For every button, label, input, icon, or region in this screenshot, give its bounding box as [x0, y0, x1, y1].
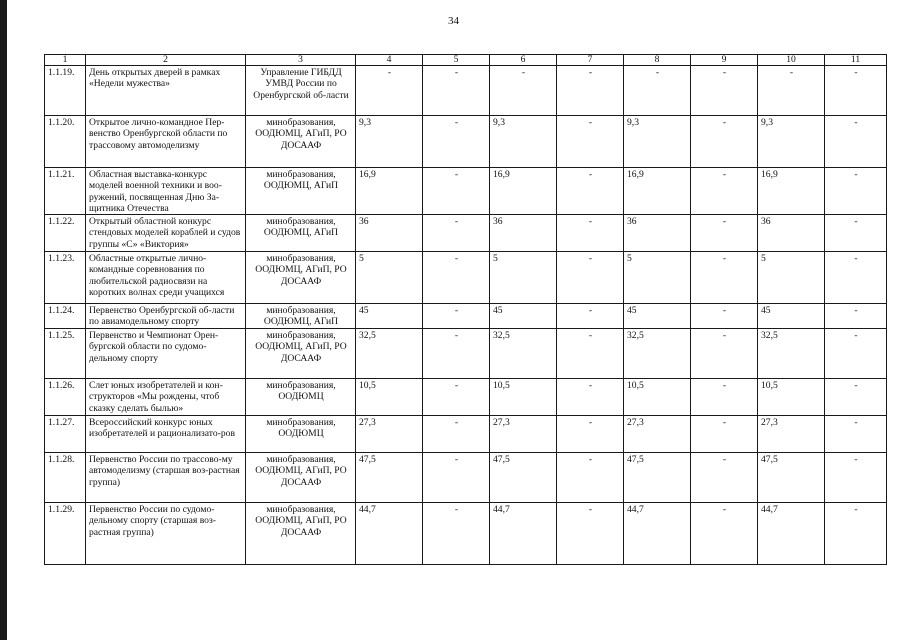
value-cell: 32,5: [624, 329, 691, 379]
program-table: [44, 54, 887, 565]
value-cell: 47,5: [624, 453, 691, 503]
value-cell: 16,9: [758, 168, 825, 215]
value-cell: -: [691, 116, 758, 168]
column-header: 11: [825, 55, 887, 66]
executor-cell: минобразования, ООДЮМЦ, АГиП, РО ДОСААФ: [246, 503, 356, 565]
value-cell: 5: [490, 252, 557, 304]
value-cell: -: [825, 329, 887, 379]
value-cell: -: [557, 453, 624, 503]
value-cell: 45: [624, 304, 691, 329]
value-cell: 9,3: [758, 116, 825, 168]
value-cell: 44,7: [356, 503, 423, 565]
value-cell: 16,9: [490, 168, 557, 215]
value-cell: -: [691, 329, 758, 379]
executor-cell: минобразования, ООДЮМЦ, АГиП, РО ДОСААФ: [246, 453, 356, 503]
value-cell: 5: [624, 252, 691, 304]
value-cell: -: [691, 168, 758, 215]
value-cell: -: [490, 66, 557, 116]
scan-edge-bar: [0, 0, 7, 640]
row-number-cell: 1.1.26.: [45, 379, 86, 416]
event-name-cell: Областные открытые лично-командные соревнования по любительской радиосвязи на коротких волнах среди учащихся: [86, 252, 246, 304]
value-cell: -: [691, 252, 758, 304]
event-name-cell: Открытое лично-командное Пер-венство Оренбургской области по трассовому автомоделизму: [86, 116, 246, 168]
row-number-cell: 1.1.20.: [45, 116, 86, 168]
row-number-cell: 1.1.24.: [45, 304, 86, 329]
value-cell: -: [557, 379, 624, 416]
value-cell: -: [691, 66, 758, 116]
value-cell: 36: [758, 215, 825, 252]
table-row: [45, 116, 887, 168]
value-cell: -: [423, 503, 490, 565]
executor-cell: минобразования, ООДЮМЦ: [246, 379, 356, 416]
value-cell: -: [557, 168, 624, 215]
value-cell: 5: [356, 252, 423, 304]
value-cell: -: [825, 416, 887, 453]
value-cell: -: [691, 215, 758, 252]
value-cell: 10,5: [490, 379, 557, 416]
value-cell: -: [423, 329, 490, 379]
row-number-cell: 1.1.23.: [45, 252, 86, 304]
value-cell: 27,3: [624, 416, 691, 453]
value-cell: -: [691, 304, 758, 329]
column-header: 1: [45, 55, 86, 66]
event-name-cell: День открытых дверей в рамках «Недели мужества»: [86, 66, 246, 116]
value-cell: -: [356, 66, 423, 116]
table-row: [45, 304, 887, 329]
value-cell: 44,7: [490, 503, 557, 565]
value-cell: 9,3: [624, 116, 691, 168]
value-cell: -: [423, 453, 490, 503]
table-row: [45, 453, 887, 503]
value-cell: -: [825, 168, 887, 215]
executor-cell: минобразования, ООДЮМЦ: [246, 416, 356, 453]
value-cell: 47,5: [490, 453, 557, 503]
value-cell: 32,5: [758, 329, 825, 379]
executor-cell: минобразования, ООДЮМЦ, АГиП, РО ДОСААФ: [246, 329, 356, 379]
table-row: [45, 329, 887, 379]
value-cell: -: [557, 215, 624, 252]
column-header: 5: [423, 55, 490, 66]
row-number-cell: 1.1.28.: [45, 453, 86, 503]
value-cell: 36: [356, 215, 423, 252]
value-cell: 27,3: [490, 416, 557, 453]
executor-cell: минобразования, ООДЮМЦ, АГиП, РО ДОСААФ: [246, 116, 356, 168]
value-cell: -: [825, 66, 887, 116]
table-row: [45, 416, 887, 453]
value-cell: 44,7: [624, 503, 691, 565]
event-name-cell: Первенство Оренбургской об-ласти по авиамодельному спорту: [86, 304, 246, 329]
value-cell: -: [423, 416, 490, 453]
row-number-cell: 1.1.29.: [45, 503, 86, 565]
column-header: 10: [758, 55, 825, 66]
row-number-cell: 1.1.22.: [45, 215, 86, 252]
value-cell: -: [557, 304, 624, 329]
row-number-cell: 1.1.25.: [45, 329, 86, 379]
column-header: 7: [557, 55, 624, 66]
table-row: [45, 168, 887, 215]
value-cell: 9,3: [490, 116, 557, 168]
table-row: [45, 215, 887, 252]
value-cell: 10,5: [624, 379, 691, 416]
event-name-cell: Областная выставка-конкурс моделей военной техники и воо-ружений, посвященная Дню За-щитника Отечества: [86, 168, 246, 215]
value-cell: -: [825, 453, 887, 503]
column-header: 3: [246, 55, 356, 66]
table-row: [45, 379, 887, 416]
value-cell: -: [691, 416, 758, 453]
value-cell: -: [624, 66, 691, 116]
value-cell: 47,5: [758, 453, 825, 503]
value-cell: -: [825, 503, 887, 565]
page-number: 34: [448, 15, 459, 27]
executor-cell: Управление ГИБДД УМВД России по Оренбургской об-ласти: [246, 66, 356, 116]
table-row: [45, 66, 887, 116]
executor-cell: минобразования, ООДЮМЦ, АГиП: [246, 215, 356, 252]
column-header: 6: [490, 55, 557, 66]
value-cell: 47,5: [356, 453, 423, 503]
value-cell: 45: [490, 304, 557, 329]
value-cell: -: [691, 453, 758, 503]
value-cell: -: [758, 66, 825, 116]
value-cell: 27,3: [758, 416, 825, 453]
value-cell: 36: [624, 215, 691, 252]
column-header: 9: [691, 55, 758, 66]
value-cell: -: [423, 66, 490, 116]
value-cell: -: [825, 304, 887, 329]
value-cell: 44,7: [758, 503, 825, 565]
value-cell: -: [557, 416, 624, 453]
value-cell: -: [423, 379, 490, 416]
value-cell: -: [557, 116, 624, 168]
executor-cell: минобразования, ООДЮМЦ, АГиП: [246, 304, 356, 329]
value-cell: 45: [356, 304, 423, 329]
table-row: [45, 252, 887, 304]
event-name-cell: Слет юных изобретателей и кон-структоров «Мы рождены, чтоб сказку сделать былью»: [86, 379, 246, 416]
value-cell: 36: [490, 215, 557, 252]
value-cell: 5: [758, 252, 825, 304]
executor-cell: минобразования, ООДЮМЦ, АГиП: [246, 168, 356, 215]
column-number-row: [45, 55, 887, 66]
value-cell: -: [557, 503, 624, 565]
value-cell: -: [825, 116, 887, 168]
event-name-cell: Первенство России по судомо-дельному спорту (старшая воз-растная группа): [86, 503, 246, 565]
value-cell: -: [825, 379, 887, 416]
value-cell: 10,5: [356, 379, 423, 416]
value-cell: -: [557, 252, 624, 304]
value-cell: -: [557, 66, 624, 116]
value-cell: 27,3: [356, 416, 423, 453]
value-cell: -: [691, 379, 758, 416]
value-cell: -: [557, 329, 624, 379]
value-cell: -: [423, 252, 490, 304]
value-cell: -: [691, 503, 758, 565]
value-cell: 16,9: [356, 168, 423, 215]
row-number-cell: 1.1.27.: [45, 416, 86, 453]
value-cell: 16,9: [624, 168, 691, 215]
event-name-cell: Первенство России по трассово-му автомоделизму (старшая воз-растная группа): [86, 453, 246, 503]
value-cell: 32,5: [356, 329, 423, 379]
value-cell: 45: [758, 304, 825, 329]
event-name-cell: Всероссийский конкурс юных изобретателей и рационализато-ров: [86, 416, 246, 453]
value-cell: -: [825, 215, 887, 252]
executor-cell: минобразования, ООДЮМЦ, АГиП, РО ДОСААФ: [246, 252, 356, 304]
row-number-cell: 1.1.21.: [45, 168, 86, 215]
value-cell: -: [423, 116, 490, 168]
row-number-cell: 1.1.19.: [45, 66, 86, 116]
value-cell: -: [423, 215, 490, 252]
event-name-cell: Открытый областной конкурс стендовых моделей кораблей и судов группы «С» «Виктория»: [86, 215, 246, 252]
table-row: [45, 503, 887, 565]
value-cell: -: [423, 304, 490, 329]
value-cell: -: [825, 252, 887, 304]
column-header: 2: [86, 55, 246, 66]
column-header: 8: [624, 55, 691, 66]
event-name-cell: Первенство и Чемпионат Орен-бургской области по судомо-дельному спорту: [86, 329, 246, 379]
value-cell: 9,3: [356, 116, 423, 168]
column-header: 4: [356, 55, 423, 66]
value-cell: -: [423, 168, 490, 215]
value-cell: 10,5: [758, 379, 825, 416]
value-cell: 32,5: [490, 329, 557, 379]
